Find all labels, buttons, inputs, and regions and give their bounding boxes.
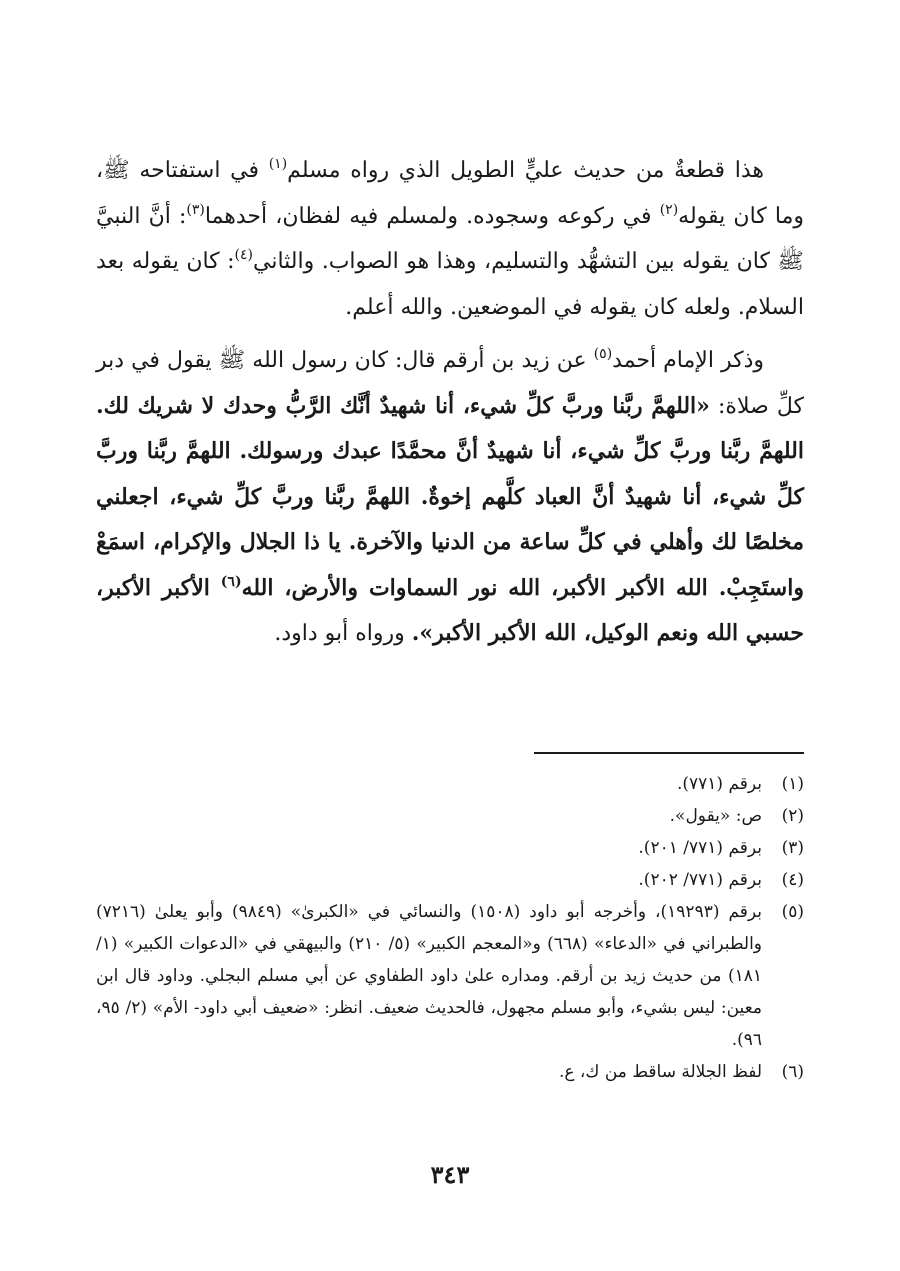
page-number: ٣٤٣ xyxy=(430,1160,470,1189)
paragraph-1-text-b: في استفتاحه ﷺ، وما كان يقوله xyxy=(96,158,804,229)
paragraph-1-text-a: هذا قطعةٌ من حديث عليٍّ الطويل الذي رواه مسلم xyxy=(287,158,765,183)
footnote-number: (٤) xyxy=(781,870,804,890)
footnote-ref-2: (٢) xyxy=(659,201,679,218)
footnote-ref-4: (٤) xyxy=(234,247,253,263)
footnote-text: برقم (٧٧١). xyxy=(676,774,762,794)
footnote-text: برقم (٧٧١/ ٢٠٢). xyxy=(638,870,762,890)
footnote-text: ص: «يقول». xyxy=(669,806,762,826)
paragraph-1-text-d: : أنَّ النبيَّ ﷺ كان يقوله بين التشهُّد والتسليم، وهذا هو الصواب. والثاني xyxy=(96,203,804,274)
footnote-text: برقم (١٩٢٩٣)، وأخرجه أبو داود (١٥٠٨) والنسائي في «الكبرىٰ» (٩٨٤٩) وأبو يعلىٰ (٧٢١٦) والطبراني في «الدعاء» (٦٦٨) و«المعجم الكبير» (٥/ ٢١٠) والبيهقي في «الدعوات الكبير» (١/ ١٨١) من حديث زيد بن أرقم. ومداره علىٰ داود الطفاوي عن أبي مسلم البجلي. وداود قال ابن معين: ليس بشيء، وأبو مسلم مجهول، فالحديث ضعيف. انظر: «ضعيف أبي داود- الأم» (٢/ ٩٥، ٩٦). xyxy=(96,902,763,1050)
footnote-ref-6: (٦) xyxy=(220,573,242,590)
paragraph-2-text-a: وذكر الإمام أحمد xyxy=(612,348,765,373)
footnote-number: (١) xyxy=(781,774,804,794)
hadith-text-a: «اللهمَّ ربَّنا وربَّ كلِّ شيء، أنا شهيدٌ أنَّك الرَّبُّ وحدك لا شريك لك. اللهمَّ ربَّنا وربَّ كلِّ شيء، أنا شهيدٌ أنَّ محمَّدًا عبدك ورسولك. اللهمَّ ربَّنا وربَّ كلِّ شيء، أنا شهيدٌ أنَّ العباد كلَّهم إخوةٌ. اللهمَّ ربَّنا وربَّ كلِّ شيء، اجعلني مخلصًا لك وأهلي في كلِّ ساعة من الدنيا والآخرة. يا ذا الجلال والإكرام، اسمَعْ واستَجِبْ. الله الأكبر الأكبر، الله نور السماوات والأرض، الله xyxy=(96,392,804,601)
footnote-item xyxy=(96,832,804,864)
footnote-item xyxy=(96,800,804,832)
footnote-number: (٢) xyxy=(781,806,804,826)
footnotes xyxy=(96,768,804,1088)
footnote-text: برقم (٧٧١/ ٢٠١). xyxy=(638,838,762,858)
footnote-item xyxy=(96,864,804,896)
paragraph-2-text-b: عن زيد بن أرقم قال: كان رسول الله ﷺ يقول في دبر كلِّ صلاة: xyxy=(96,348,804,419)
footnote-item xyxy=(96,896,804,1056)
footnote-item xyxy=(96,768,804,800)
footnote-ref-1: (١) xyxy=(268,156,288,172)
footnote-ref-3: (٣) xyxy=(186,201,205,218)
main-text xyxy=(96,148,804,657)
footnote-separator xyxy=(534,752,804,754)
footnote-text: لفظ الجلالة ساقط من ك، ع. xyxy=(558,1062,762,1082)
paragraph-2-text-c: ورواه أبو داود. xyxy=(274,621,412,646)
footnote-number: (٥) xyxy=(781,902,804,922)
paragraph-1-text-c: في ركوعه وسجوده. ولمسلم فيه لفظان، أحدهما xyxy=(204,203,660,229)
footnote-number: (٦) xyxy=(781,1062,804,1082)
paragraph-1 xyxy=(96,148,804,330)
footnote-ref-5: (٥) xyxy=(593,346,613,362)
paragraph-2 xyxy=(96,338,804,657)
paragraph-1-text-e: : كان يقوله بعد السلام. ولعله كان يقوله في الموضعين. والله أعلم. xyxy=(96,249,804,320)
hadith-text-b: الأكبر الأكبر، حسبي الله ونعم الوكيل، الله الأكبر الأكبر». xyxy=(96,574,804,646)
footnote-number: (٣) xyxy=(781,838,804,858)
footnote-item xyxy=(96,1056,804,1088)
